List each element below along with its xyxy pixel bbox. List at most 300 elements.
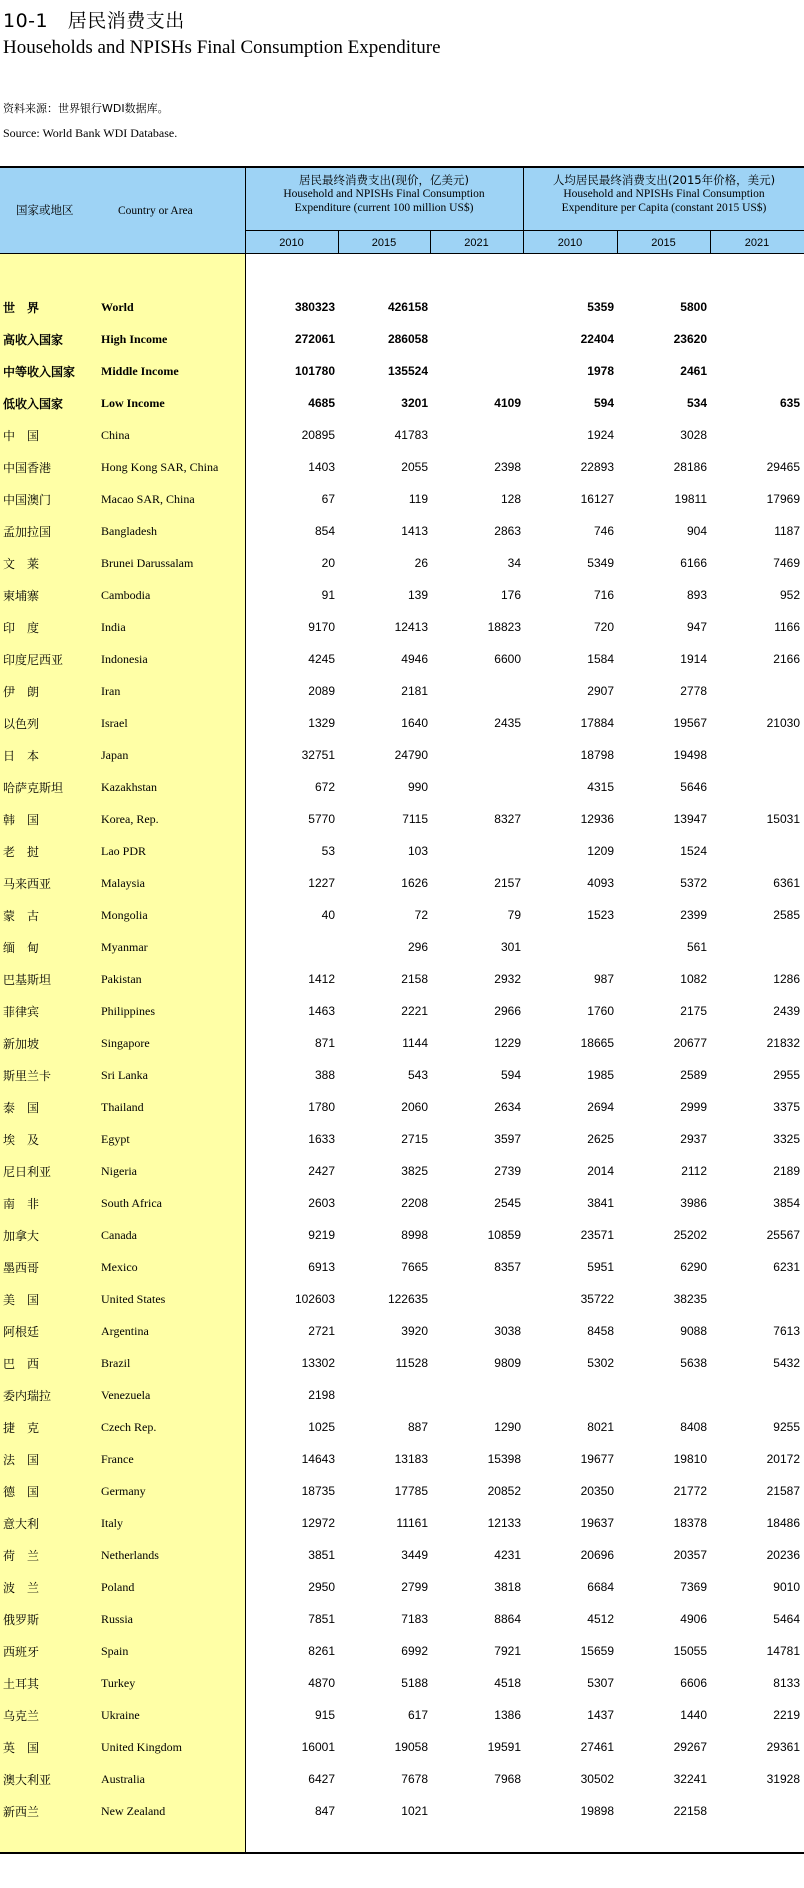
row-value: 79 [507, 908, 521, 922]
table-row [0, 835, 804, 867]
row-value: 4231 [494, 1548, 521, 1562]
row-value: 20852 [487, 1484, 521, 1498]
row-value: 20696 [580, 1548, 614, 1562]
row-value: 18665 [580, 1036, 614, 1050]
row-value: 2863 [494, 524, 521, 538]
row-value: 426158 [387, 300, 428, 314]
row-value: 13302 [301, 1356, 335, 1370]
row-value: 2545 [494, 1196, 521, 1210]
row-value: 847 [314, 1804, 335, 1818]
row-area-en: Italy [101, 1516, 123, 1530]
row-value: 91 [321, 588, 335, 602]
row-value: 2739 [494, 1164, 521, 1178]
row-value: 122635 [387, 1292, 428, 1306]
row-value: 1760 [587, 1004, 614, 1018]
row-value: 67 [321, 492, 335, 506]
row-value: 1914 [680, 652, 707, 666]
table-row [0, 1411, 804, 1443]
row-area-en: United States [101, 1292, 166, 1306]
source-note-cn: 资料来源：世界银行WDI数据库。 [3, 102, 169, 115]
row-value: 12413 [394, 620, 428, 634]
row-value: 4109 [494, 396, 521, 410]
header-group2-en1: Household and NPISHs Final Consumption [563, 188, 765, 200]
row-value: 22158 [673, 1804, 707, 1818]
row-value: 14781 [766, 1644, 800, 1658]
row-value: 2112 [681, 1164, 707, 1178]
row-area-cn: 蒙 古 [3, 909, 40, 923]
row-value: 2603 [308, 1196, 335, 1210]
row-value: 7369 [680, 1580, 707, 1594]
row-value: 4906 [680, 1612, 707, 1626]
row-value: 1924 [587, 428, 614, 442]
row-area-cn: 加拿大 [3, 1229, 40, 1243]
row-area-cn: 荷 兰 [3, 1549, 40, 1563]
header-area-cn: 国家或地区 [16, 203, 74, 217]
row-value: 3986 [680, 1196, 707, 1210]
header-area-en-text: Country or Area [118, 205, 193, 217]
row-area-en: Iran [101, 684, 121, 698]
row-value: 3854 [773, 1196, 800, 1210]
row-value: 1633 [308, 1132, 335, 1146]
row-value: 3818 [494, 1580, 521, 1594]
row-value: 893 [686, 588, 707, 602]
row-value: 5188 [401, 1676, 428, 1690]
row-value: 720 [593, 620, 614, 634]
table-row [0, 1315, 804, 1347]
row-area-cn: 文 莱 [3, 557, 40, 571]
row-value: 8133 [773, 1676, 800, 1690]
header-group2 [524, 173, 804, 215]
row-value: 561 [686, 940, 707, 954]
row-value: 8357 [494, 1260, 521, 1274]
row-area-cn: 日 本 [3, 749, 40, 763]
row-value: 2175 [680, 1004, 707, 1018]
row-area-en: Hong Kong SAR, China [101, 460, 219, 474]
row-value: 1209 [587, 844, 614, 858]
row-value: 871 [314, 1036, 335, 1050]
row-area-en: South Africa [101, 1196, 162, 1210]
table-row [0, 1091, 804, 1123]
row-value: 4685 [308, 396, 335, 410]
row-value: 1640 [401, 716, 428, 730]
row-value: 8998 [401, 1228, 428, 1242]
row-value: 6913 [308, 1260, 335, 1274]
row-value: 1584 [587, 652, 614, 666]
row-value: 2399 [680, 908, 707, 922]
row-value: 6231 [773, 1260, 800, 1274]
row-value: 7678 [401, 1772, 428, 1786]
row-value: 176 [500, 588, 521, 602]
row-value: 2427 [308, 1164, 335, 1178]
row-value: 2937 [680, 1132, 707, 1146]
row-value: 2955 [773, 1068, 800, 1082]
table-row [0, 1443, 804, 1475]
row-value: 29267 [673, 1740, 707, 1754]
table-row [0, 1347, 804, 1379]
table-row [0, 1283, 804, 1315]
row-value: 2435 [494, 716, 521, 730]
row-value: 380323 [294, 300, 335, 314]
row-value: 72 [414, 908, 428, 922]
row-area-en: Kazakhstan [101, 780, 157, 794]
row-value: 6166 [680, 556, 707, 570]
row-value: 5464 [773, 1612, 800, 1626]
row-value: 32751 [301, 748, 335, 762]
row-value: 2634 [494, 1100, 521, 1114]
row-area-cn: 阿根廷 [3, 1325, 40, 1339]
row-area-cn: 孟加拉国 [3, 525, 52, 539]
row-value: 18798 [580, 748, 614, 762]
row-value: 53 [321, 844, 335, 858]
row-area-cn: 斯里兰卡 [3, 1069, 52, 1083]
row-area-cn: 低收入国家 [3, 397, 64, 411]
row-value: 135524 [387, 364, 428, 378]
row-value: 26 [414, 556, 428, 570]
row-value: 635 [779, 396, 800, 410]
row-value: 102603 [294, 1292, 335, 1306]
row-value: 22893 [580, 460, 614, 474]
row-area-en: Mongolia [101, 908, 148, 922]
row-value: 1437 [587, 1708, 614, 1722]
row-value: 8864 [494, 1612, 521, 1626]
row-value: 2219 [773, 1708, 800, 1722]
row-value: 16001 [301, 1740, 335, 1754]
row-value: 11161 [396, 1516, 428, 1530]
table-row [0, 1187, 804, 1219]
row-area-en: China [101, 428, 130, 442]
row-area-cn: 老 挝 [3, 845, 40, 859]
row-area-en: Australia [101, 1772, 145, 1786]
row-value: 1978 [587, 364, 614, 378]
row-area-cn: 高收入国家 [3, 333, 64, 347]
row-value: 8021 [587, 1420, 614, 1434]
row-area-cn: 西班牙 [3, 1645, 40, 1659]
table-row [0, 355, 804, 387]
row-area-en: France [101, 1452, 134, 1466]
row-area-en: Myanmar [101, 940, 148, 954]
row-area-en: Philippines [101, 1004, 156, 1018]
row-value: 41783 [394, 428, 428, 442]
row-value: 8261 [308, 1644, 335, 1658]
table-row [0, 1539, 804, 1571]
row-value: 990 [407, 780, 428, 794]
header-group2-cn: 人均居民最终消费支出(2015年价格，美元) [552, 173, 776, 187]
row-value: 534 [686, 396, 707, 410]
year-header: 2010 [557, 237, 583, 249]
row-value: 119 [408, 492, 428, 506]
row-value: 4518 [494, 1676, 521, 1690]
table-row [0, 1603, 804, 1635]
row-value: 7183 [401, 1612, 428, 1626]
header-bottom-rule [0, 253, 804, 254]
row-value: 24790 [394, 748, 428, 762]
row-value: 17969 [766, 492, 800, 506]
row-area-en: Egypt [101, 1132, 130, 1146]
row-value: 8408 [680, 1420, 707, 1434]
row-value: 594 [593, 396, 614, 410]
row-value: 1523 [587, 908, 614, 922]
row-value: 2907 [587, 684, 614, 698]
row-value: 103 [407, 844, 428, 858]
row-value: 21030 [766, 716, 800, 730]
row-value: 1229 [494, 1036, 521, 1050]
row-value: 19567 [673, 716, 707, 730]
page-title-en: Households and NPISHs Final Consumption Expenditure [3, 37, 441, 58]
row-value: 3449 [401, 1548, 428, 1562]
row-value: 617 [407, 1708, 428, 1722]
row-value: 2799 [401, 1580, 428, 1594]
row-value: 18486 [766, 1516, 800, 1530]
table-number: 10-1 [3, 10, 49, 32]
row-value: 4315 [587, 780, 614, 794]
row-value: 716 [593, 588, 614, 602]
row-value: 301 [500, 940, 521, 954]
row-area-cn: 巴基斯坦 [3, 973, 52, 987]
header-area-en [118, 203, 228, 218]
row-area-cn: 澳大利亚 [3, 1773, 52, 1787]
row-value: 13947 [673, 812, 707, 826]
title-cn-text: 居民消费支出 [67, 10, 185, 32]
table-row [0, 1667, 804, 1699]
table-row [0, 1059, 804, 1091]
row-value: 1403 [308, 460, 335, 474]
row-value: 16127 [580, 492, 614, 506]
row-value: 1227 [308, 876, 335, 890]
row-area-cn: 新加坡 [3, 1037, 40, 1051]
row-value: 19637 [580, 1516, 614, 1530]
row-value: 11528 [395, 1356, 428, 1370]
row-value: 2157 [494, 876, 521, 890]
row-area-cn: 新西兰 [3, 1805, 40, 1819]
row-value: 23571 [580, 1228, 614, 1242]
row-value: 20172 [766, 1452, 800, 1466]
row-value: 5359 [587, 300, 614, 314]
row-area-cn: 世 界 [3, 301, 40, 315]
header-group1-en1: Household and NPISHs Final Consumption [283, 188, 485, 200]
row-area-cn: 土耳其 [3, 1677, 40, 1691]
table-row [0, 1731, 804, 1763]
row-value: 1440 [680, 1708, 707, 1722]
row-value: 1780 [308, 1100, 335, 1114]
table-row [0, 579, 804, 611]
row-value: 543 [407, 1068, 428, 1082]
table-row [0, 803, 804, 835]
row-value: 18735 [301, 1484, 335, 1498]
row-value: 5302 [587, 1356, 614, 1370]
group-divider-rule [245, 230, 804, 231]
row-area-cn: 南 非 [3, 1197, 40, 1211]
row-area-cn: 印度尼西亚 [3, 653, 64, 667]
row-area-cn: 伊 朗 [3, 685, 40, 699]
row-value: 887 [407, 1420, 428, 1434]
table-row [0, 483, 804, 515]
row-area-en: Cambodia [101, 588, 151, 602]
row-value: 5800 [680, 300, 707, 314]
row-value: 2158 [401, 972, 428, 986]
row-area-en: Nigeria [101, 1164, 137, 1178]
row-area-en: Japan [101, 748, 129, 762]
table-row [0, 643, 804, 675]
row-area-en: Russia [101, 1612, 134, 1626]
row-value: 15031 [766, 812, 800, 826]
header-group1-en2: Expenditure (current 100 million US$) [294, 202, 474, 214]
row-area-en: Canada [101, 1228, 137, 1242]
row-value: 5372 [680, 876, 707, 890]
row-value: 5770 [308, 812, 335, 826]
row-value: 20895 [301, 428, 335, 442]
row-area-en: Ukraine [101, 1708, 140, 1722]
year-header: 2010 [279, 237, 304, 249]
row-value: 2208 [401, 1196, 428, 1210]
row-value: 6992 [401, 1644, 428, 1658]
row-value: 20677 [673, 1036, 707, 1050]
row-area-cn: 尼日利亚 [3, 1165, 52, 1179]
row-area-cn: 美 国 [3, 1293, 40, 1307]
row-area-en: Low Income [101, 396, 165, 410]
row-value: 17785 [394, 1484, 428, 1498]
table-bottom-rule [0, 1852, 804, 1854]
row-value: 1290 [494, 1420, 521, 1434]
table-row [0, 323, 804, 355]
row-value: 2439 [773, 1004, 800, 1018]
table-row [0, 1571, 804, 1603]
row-value: 38235 [673, 1292, 707, 1306]
group-rule [523, 166, 524, 254]
row-area-cn: 委内瑞拉 [3, 1389, 52, 1403]
row-value: 21772 [673, 1484, 707, 1498]
table-row [0, 1699, 804, 1731]
row-value: 947 [686, 620, 707, 634]
row-value: 14643 [301, 1452, 335, 1466]
row-value: 4093 [587, 876, 614, 890]
row-area-cn: 德 国 [3, 1485, 40, 1499]
row-value: 19498 [673, 748, 707, 762]
row-area-en: Germany [101, 1484, 146, 1498]
row-area-cn: 柬埔寨 [3, 589, 40, 603]
row-value: 101780 [294, 364, 335, 378]
row-value: 6290 [680, 1260, 707, 1274]
row-value: 1082 [680, 972, 707, 986]
row-value: 1166 [774, 620, 800, 634]
row-value: 15659 [580, 1644, 614, 1658]
row-value: 2778 [680, 684, 707, 698]
year-header: 2015 [371, 237, 397, 249]
row-value: 2221 [401, 1004, 428, 1018]
row-value: 19898 [580, 1804, 614, 1818]
row-area-en: Brunei Darussalam [101, 556, 194, 570]
table-row [0, 547, 804, 579]
row-value: 34 [507, 556, 521, 570]
row-value: 9219 [308, 1228, 335, 1242]
row-area-en: Sri Lanka [101, 1068, 148, 1082]
row-value: 7469 [773, 556, 800, 570]
row-area-en: Middle Income [101, 364, 179, 378]
row-area-cn: 乌克兰 [3, 1709, 40, 1723]
row-value: 1463 [308, 1004, 335, 1018]
row-value: 12133 [487, 1516, 521, 1530]
row-area-cn: 印 度 [3, 621, 40, 635]
table-row [0, 419, 804, 451]
row-value: 7968 [494, 1772, 521, 1786]
row-value: 987 [593, 972, 614, 986]
row-area-cn: 捷 克 [3, 1421, 40, 1435]
row-value: 952 [779, 588, 800, 602]
row-value: 5638 [680, 1356, 707, 1370]
row-value: 1021 [401, 1804, 428, 1818]
row-area-cn: 中国澳门 [3, 493, 52, 507]
row-value: 9088 [680, 1324, 707, 1338]
row-value: 19811 [674, 492, 707, 506]
row-value: 3028 [680, 428, 707, 442]
row-area-cn: 埃 及 [3, 1133, 40, 1147]
table-row [0, 963, 804, 995]
row-value: 8327 [494, 812, 521, 826]
table-row [0, 675, 804, 707]
row-value: 1386 [494, 1708, 521, 1722]
row-area-en: Israel [101, 716, 128, 730]
row-value: 3325 [773, 1132, 800, 1146]
row-value: 8458 [587, 1324, 614, 1338]
row-area-en: New Zealand [101, 1804, 166, 1818]
year-rule [710, 230, 711, 254]
row-area-cn: 菲律宾 [3, 1005, 40, 1019]
row-value: 15398 [487, 1452, 521, 1466]
row-value: 854 [314, 524, 335, 538]
row-value: 32241 [673, 1772, 707, 1786]
row-area-cn: 墨西哥 [3, 1261, 40, 1275]
year-rule [430, 230, 431, 254]
row-value: 1286 [773, 972, 800, 986]
row-value: 5951 [587, 1260, 614, 1274]
row-value: 2585 [773, 908, 800, 922]
row-value: 17884 [580, 716, 614, 730]
row-value: 3851 [308, 1548, 335, 1562]
row-value: 7613 [773, 1324, 800, 1338]
row-value: 3597 [494, 1132, 521, 1146]
header-group1 [245, 173, 523, 215]
row-area-en: Pakistan [101, 972, 142, 986]
row-value: 2014 [587, 1164, 614, 1178]
table-row [0, 1251, 804, 1283]
row-value: 7921 [494, 1644, 521, 1658]
row-value: 4245 [308, 652, 335, 666]
year-rule [617, 230, 618, 254]
row-value: 2461 [680, 364, 707, 378]
row-value: 7115 [402, 812, 428, 826]
row-area-cn: 意大利 [3, 1517, 40, 1531]
row-value: 286058 [387, 332, 428, 346]
row-value: 3038 [494, 1324, 521, 1338]
row-value: 3201 [401, 396, 428, 410]
row-value: 21832 [766, 1036, 800, 1050]
row-value: 6361 [773, 876, 800, 890]
row-area-en: World [101, 300, 134, 314]
data-table [0, 166, 804, 1854]
row-area-cn: 中等收入国家 [3, 365, 76, 379]
table-row [0, 1763, 804, 1795]
row-value: 2166 [773, 652, 800, 666]
row-value: 2932 [494, 972, 521, 986]
row-value: 19058 [394, 1740, 428, 1754]
row-value: 19591 [487, 1740, 521, 1754]
row-value: 1144 [402, 1036, 428, 1050]
row-value: 594 [500, 1068, 521, 1082]
table-top-rule [0, 166, 804, 168]
row-area-en: Bangladesh [101, 524, 157, 538]
table-row [0, 387, 804, 419]
row-value: 5349 [587, 556, 614, 570]
row-value: 18823 [487, 620, 521, 634]
